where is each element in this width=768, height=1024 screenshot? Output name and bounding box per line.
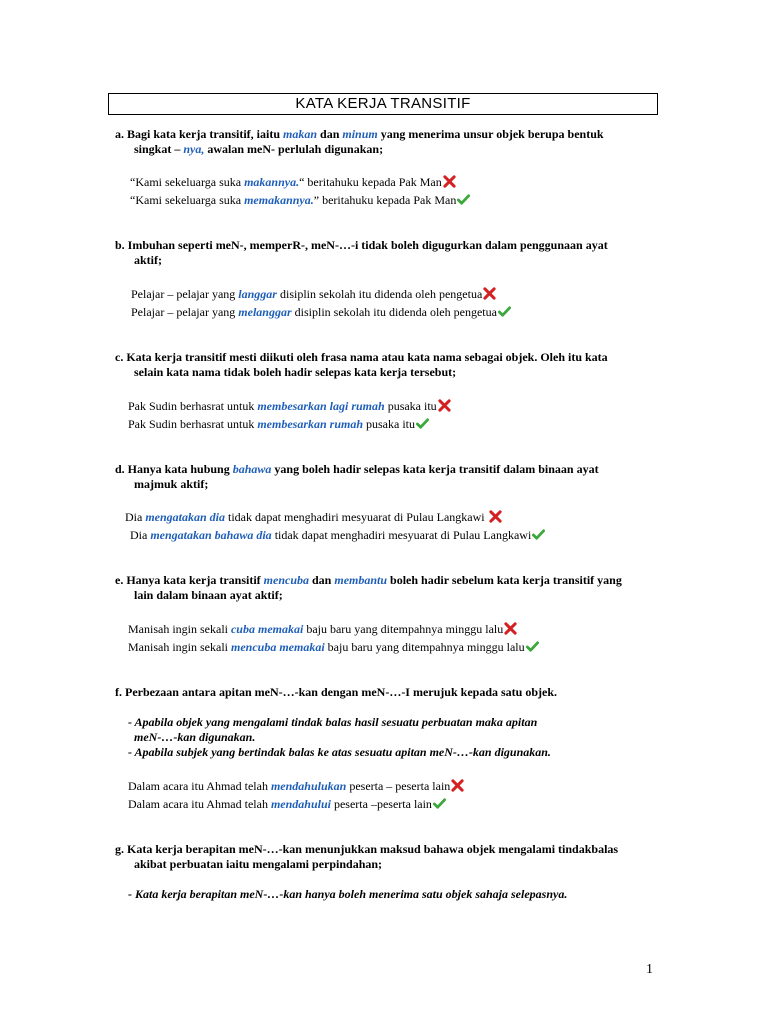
example-wrong [128, 399, 451, 414]
section-e-heading [115, 573, 655, 603]
rule-note [128, 887, 648, 902]
section-c-heading [115, 350, 655, 380]
text: tidak dapat menghadiri mesyuarat di Pulau Langkawi [225, 510, 488, 524]
highlight-word: nya, [183, 142, 205, 156]
text: Dia [125, 510, 146, 524]
text: “ beritahuku kepada Pak Man [299, 175, 442, 189]
cross-icon [438, 399, 451, 412]
check-icon [433, 797, 446, 810]
highlight-word: mendahulukan [270, 779, 347, 793]
text: singkat – [134, 142, 184, 156]
heading-line: selain kata nama tidak boleh hadir selepas kata kerja tersebut; [134, 365, 457, 379]
example-wrong [130, 175, 456, 190]
text: Pak Sudin berhasrat untuk [128, 417, 258, 431]
rule-note [128, 715, 648, 745]
text: peserta –peserta lain [330, 797, 432, 811]
text: f. Perbezaan antara apitan meN-…-kan dengan meN-…-I merujuk kepada satu objek. [115, 685, 558, 699]
text: e. Hanya kata kerja transitif [115, 573, 264, 587]
cross-icon [451, 779, 464, 792]
highlight-word: membesarkan lagi rumah [257, 399, 385, 413]
section-a-heading [115, 127, 655, 157]
highlight-word: makannya. [244, 175, 300, 189]
text: - Kata kerja berapitan meN-…-kan hanya boleh menerima satu objek sahaja selepasnya. [128, 887, 568, 901]
text: tidak dapat menghadiri mesyuarat di Pulau Langkawi [271, 528, 532, 542]
section-g-heading [115, 842, 655, 872]
highlight-word: mencuba [263, 573, 309, 587]
example-wrong [128, 779, 464, 794]
text: Pelajar – pelajar yang [131, 305, 239, 319]
text: - Apabila objek yang mengalami tindak balas hasil sesuatu perbuatan maka apitan [128, 715, 538, 729]
text: awalan meN- perlulah digunakan; [204, 142, 384, 156]
text: Dia [130, 528, 151, 542]
text: - Apabila subjek yang bertindak balas ke atas sesuatu apitan meN-…-kan digunakan. [128, 745, 551, 759]
text: yang boleh hadir selepas kata kerja transitif dalam binaan ayat [271, 462, 599, 476]
check-icon [457, 193, 470, 206]
text: Manisah ingin sekali [128, 640, 231, 654]
highlight-word: langgar [238, 287, 277, 301]
text: “Kami sekeluarga suka [130, 193, 245, 207]
text: disiplin sekolah itu didenda oleh pengetua [291, 305, 497, 319]
cross-icon [504, 622, 517, 635]
example-correct [128, 417, 429, 432]
example-correct [128, 640, 539, 655]
page-title: KATA KERJA TRANSITIF [108, 93, 658, 115]
check-icon [416, 417, 429, 430]
text: Dalam acara itu Ahmad telah [128, 779, 271, 793]
text: pusaka itu [384, 399, 437, 413]
text: ” beritahuku kepada Pak Man [313, 193, 457, 207]
text: boleh hadir sebelum kata kerja transitif yang [387, 573, 622, 587]
highlight-word: mencuba memakai [230, 640, 325, 654]
highlight-word: cuba memakai [230, 622, 304, 636]
text: Pelajar – pelajar yang [131, 287, 239, 301]
text: b. Imbuhan seperti meN-, memperR-, meN-…-i tidak boleh digugurkan dalam penggunaan ayat [115, 238, 608, 252]
highlight-word: minum [342, 127, 378, 141]
text: dan [317, 127, 343, 141]
example-wrong [128, 622, 517, 637]
example-correct [131, 305, 511, 320]
text: peserta – peserta lain [346, 779, 451, 793]
check-icon [498, 305, 511, 318]
page-number: 1 [646, 962, 653, 977]
highlight-word: memakannya. [244, 193, 314, 207]
text: baju baru yang ditempahnya minggu lalu [303, 622, 504, 636]
rule-note [128, 745, 648, 760]
rule-note-line: meN-…-kan digunakan. [134, 730, 256, 744]
cross-icon [489, 510, 502, 523]
highlight-word: mendahului [270, 797, 331, 811]
text: a. Bagi kata kerja transitif, iaitu [115, 127, 283, 141]
highlight-word: mengatakan dia [145, 510, 226, 524]
heading-line [115, 142, 655, 157]
text: c. Kata kerja transitif mesti diikuti oleh frasa nama atau kata nama sebagai objek. Oleh itu kata [115, 350, 608, 364]
text: g. Kata kerja berapitan meN-…-kan menunjukkan maksud bahawa objek mengalami tindakbalas [115, 842, 619, 856]
example-wrong [125, 510, 502, 525]
text: Pak Sudin berhasrat untuk [128, 399, 258, 413]
example-wrong [131, 287, 496, 302]
text: baju baru yang ditempahnya minggu lalu [324, 640, 525, 654]
check-icon [526, 640, 539, 653]
heading-line: akibat perbuatan iaitu mengalami perpindahan; [134, 857, 383, 871]
highlight-word: bahawa [232, 462, 272, 476]
text: yang menerima unsur objek berupa bentuk [377, 127, 604, 141]
cross-icon [443, 175, 456, 188]
heading-line: majmuk aktif; [134, 477, 209, 491]
text: Manisah ingin sekali [128, 622, 231, 636]
text: Dalam acara itu Ahmad telah [128, 797, 271, 811]
text: disiplin sekolah itu didenda oleh pengetua [276, 287, 483, 301]
section-d-heading [115, 462, 655, 492]
highlight-word: makan [283, 127, 318, 141]
heading-line: lain dalam binaan ayat aktif; [134, 588, 283, 602]
example-correct [128, 797, 446, 812]
heading-line: aktif; [134, 253, 162, 267]
text: “Kami sekeluarga suka [130, 175, 245, 189]
cross-icon [483, 287, 496, 300]
highlight-word: membantu [334, 573, 388, 587]
text: d. Hanya kata hubung [115, 462, 233, 476]
highlight-word: membesarkan rumah [257, 417, 364, 431]
section-f-heading [115, 685, 655, 700]
section-b-heading [115, 238, 655, 268]
text: dan [309, 573, 335, 587]
check-icon [532, 528, 545, 541]
example-correct [130, 193, 470, 208]
highlight-word: melanggar [238, 305, 292, 319]
example-correct [130, 528, 545, 543]
text: pusaka itu [363, 417, 416, 431]
highlight-word: mengatakan bahawa dia [150, 528, 272, 542]
